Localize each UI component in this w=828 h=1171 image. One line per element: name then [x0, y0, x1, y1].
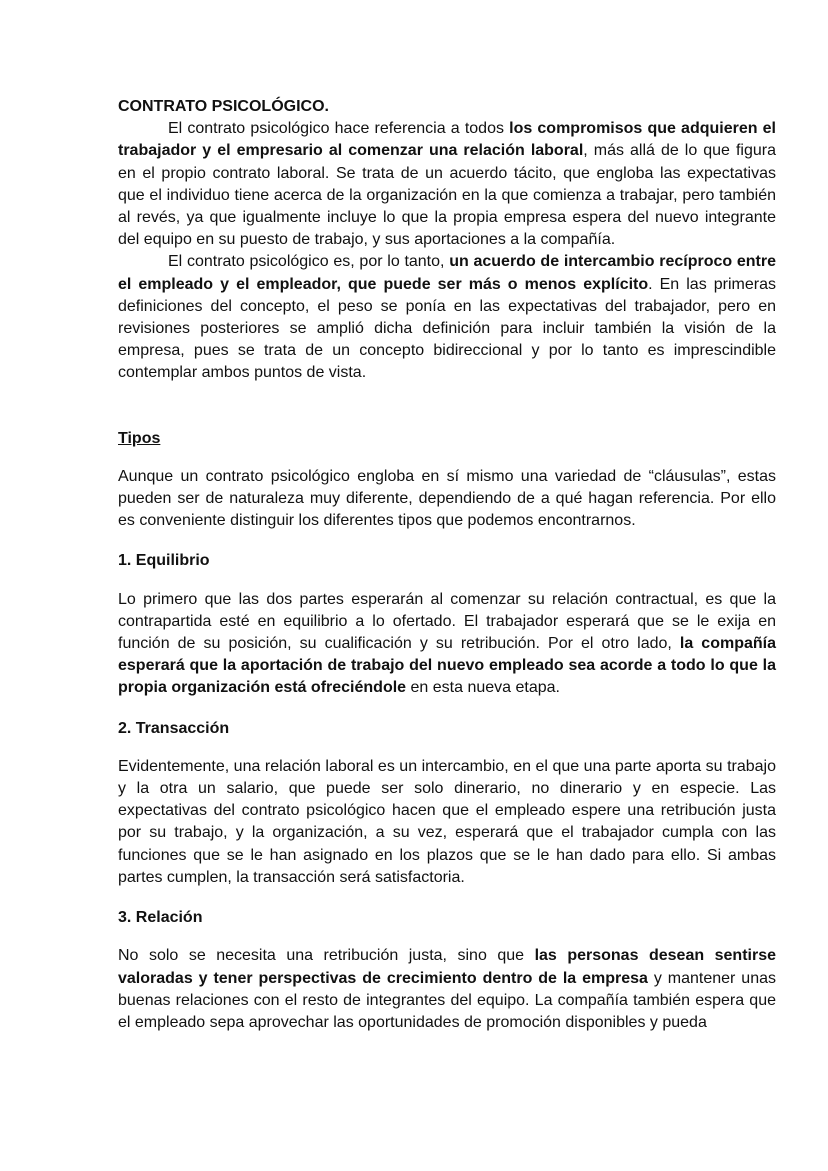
section-2-heading: 2. Transacción	[118, 719, 230, 737]
text-run: . En las primeras definiciones del concepto, el peso se ponía en las expectativas del trabajador, pero en revisiones posteriores se amplió dicha definición para incluir también la visión de la empresa, pues se trata de un concepto bidireccional y por lo tanto es imprescindible contemplar ambos puntos de vista.	[118, 275, 776, 382]
text-run: No solo se necesita una retribución justa, sino que	[118, 947, 535, 965]
text-run: Lo primero que las dos partes esperarán al comenzar su relación contractual, es que la contrapartida esté en equilibrio a lo ofertado. El trabajador esperará que se le exija en función de su posición, su cualificación y su retribución. Por el otro lado,	[118, 590, 776, 653]
document-title: CONTRATO PSICOLÓGICO.	[118, 98, 329, 115]
tipos-paragraph: Aunque un contrato psicológico engloba en sí mismo una variedad de “cláusulas”, estas pueden ser de naturaleza muy diferente, dependiendo de a qué hagan referencia. Por ello es conveniente distinguir los diferentes tipos que podemos encontrarnos.	[118, 467, 776, 530]
tipos-heading: Tipos	[118, 429, 161, 447]
document-page	[118, 96, 776, 1034]
bold-run: las personas desean sentirse valoradas y tener perspectivas de crecimiento dentro de la empresa	[118, 947, 776, 987]
section-1-heading: 1. Equilibrio	[118, 552, 210, 570]
section-3-heading: 3. Relación	[118, 909, 203, 927]
bold-run: la compañía esperará que la aportación de trabajo del nuevo empleado sea acorde a todo lo que la propia organización está ofreciéndole	[118, 635, 776, 697]
section-2-paragraph: Evidentemente, una relación laboral es un intercambio, en el que una parte aporta su trabajo y la otra un salario, que puede ser solo dinerario, no dinerario y en especie. Las expectativas del contrato psicológico hacen que el empleado espere una retribución justa por su trabajo, y la organización, a su vez, esperará que el trabajador cumpla con las funciones que se le han asignado en los plazos que se le han dado para ello. Si ambas partes cumplen, la transacción será satisfactoria.	[118, 757, 776, 886]
intro-paragraph-2	[118, 251, 776, 384]
text-run: , más allá de lo que figura en el propio contrato laboral. Se trata de un acuerdo tácito, que engloba las expectativas que el individuo tiene acerca de la organización en la que comienza a trabajar, pero también al revés, ya que igualmente incluye lo que la propia empresa espera del nuevo integrante del equipo en su puesto de trabajo, y sus aportaciones a la compañía.	[118, 142, 776, 249]
text-run: El contrato psicológico es, por lo tanto,	[168, 253, 450, 271]
text-run: en esta nueva etapa.	[406, 679, 560, 697]
section-1-paragraph	[118, 589, 776, 700]
bold-run: un acuerdo de intercambio recíproco entre el empleado y el empleador, que puede ser más o menos explícito	[118, 253, 776, 293]
text-run: y mantener unas buenas relaciones con el resto de integrantes del equipo. La compañía también espera que el empleado sepa aprovechar las oportunidades de promoción disponibles y pueda	[118, 969, 777, 1031]
text-run: El contrato psicológico hace referencia a todos	[168, 120, 510, 138]
intro-paragraph-1	[118, 118, 776, 251]
bold-run: los compromisos que adquieren el trabajador y el empresario al comenzar una relación laboral	[118, 120, 776, 160]
section-3-paragraph	[118, 945, 776, 1034]
